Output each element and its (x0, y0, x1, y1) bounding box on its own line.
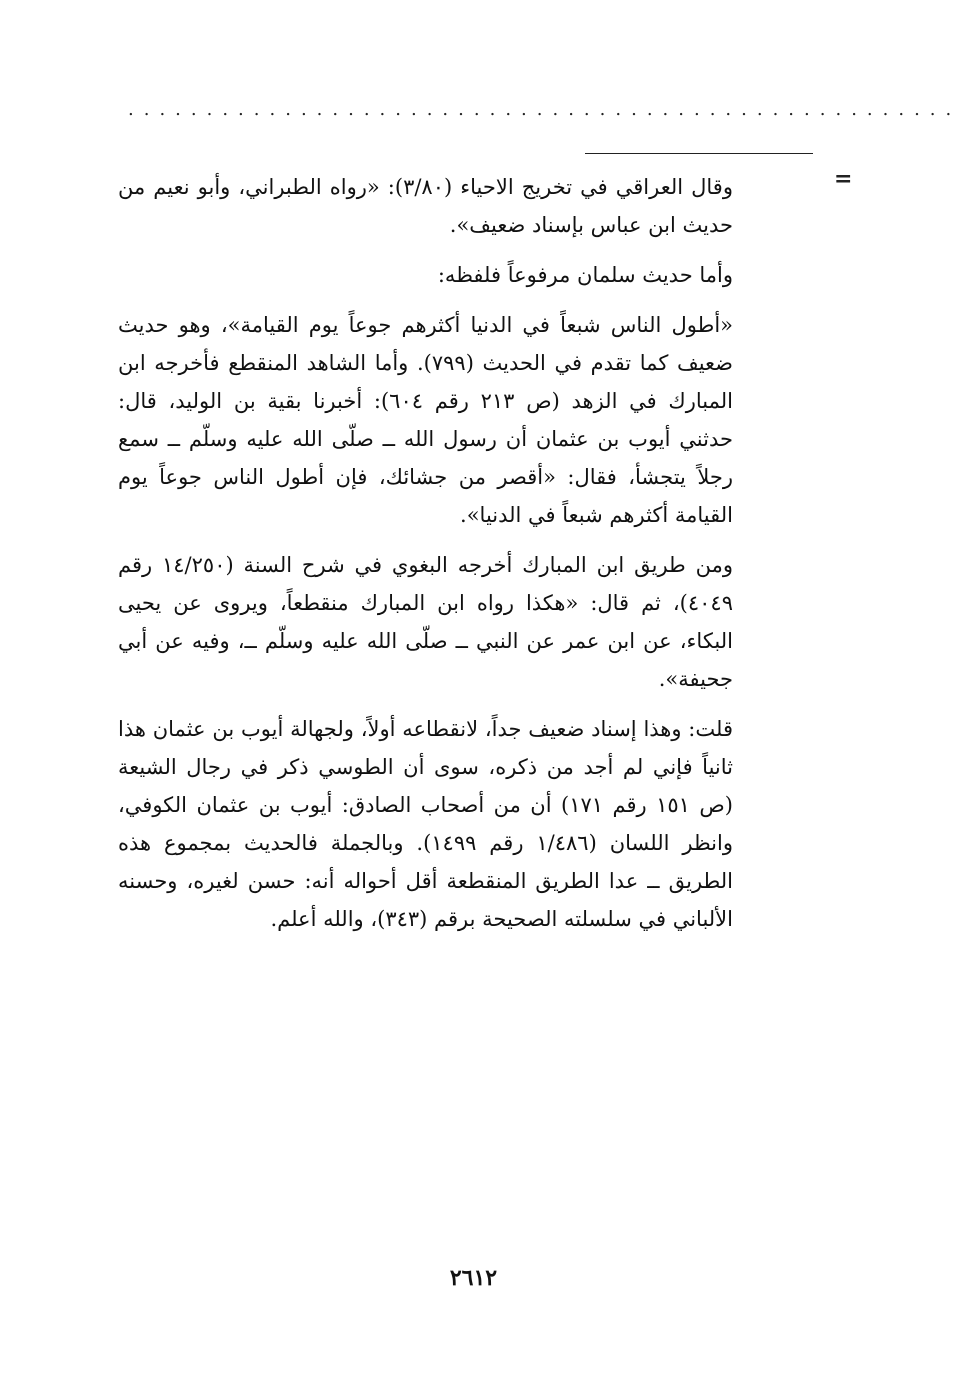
footnote-paragraph-3: «أطول الناس شبعاً في الدنيا أكثرهم جوعاً يوم القيامة»، وهو حديث ضعيف كما تقدم في الحديث (٧٩٩). وأما الشاهد المنقطع فأخرجه ابن المبارك في الزهد (ص ٢١٣ رقم ٦٠٤): أخبرنا بقية بن الوليد، قال: حدثني أيوب بن عثمان أن رسول الله ــ صلّى الله عليه وسلّم ــ سمع رجلاً يتجشأ، فقال: «أقصر من جشائك، فإن أطول الناس جوعاً يوم القيامة أكثرهم شبعاً في الدنيا». (118, 313, 733, 527)
page-number: ٢٦١٢ (449, 1265, 498, 1291)
footnote-rule (585, 153, 813, 154)
footnote-paragraph-2: وأما حديث سلمان مرفوعاً فلفظه: (437, 263, 733, 287)
footnote-paragraph-5: قلت: وهذا إسناد ضعيف جداً، لانقطاعه أولاً، ولجهالة أيوب بن عثمان هذا ثانياً فإني لم أجد من ذكره، سوى أن الطوسي ذكر في رجال الشيعة (ص ١٥١ رقم ١٧١) أن من أصحاب الصادق: أيوب بن عثمان الكوفي، وانظر اللسان (١/٤٨٦ رقم ١٤٩٩). وبالجملة فالحديث بمجموع هذه الطريق ــ عدا الطريق المنقطعة أقل أحواله أنه: حسن لغيره، وحسنه الألباني في سلسلته الصحيحة برقم (٣٤٣)، والله أعلم. (118, 717, 733, 931)
footnote-text (118, 168, 733, 950)
footnote-paragraph-1: وقال العراقي في تخريج الاحياء (٣/٨٠): «رواه الطبراني، وأبو نعيم من حديث ابن عباس بإسناد ضعيف». (118, 175, 733, 237)
footnote-paragraph-4: ومن طريق ابن المبارك أخرجه البغوي في شرح السنة (١٤/٢٥٠ رقم ٤٠٤٩)، ثم قال: «هكذا رواه ابن المبارك منقطعاً، ويروى عن يحيى البكاء، عن ابن عمر عن النبي ــ صلّى الله عليه وسلّم ــ، وفيه عن أبي جحيفة». (118, 553, 733, 691)
dotted-separator: ..................................................... (128, 99, 961, 120)
footnote-continuation-mark: = (834, 166, 853, 192)
